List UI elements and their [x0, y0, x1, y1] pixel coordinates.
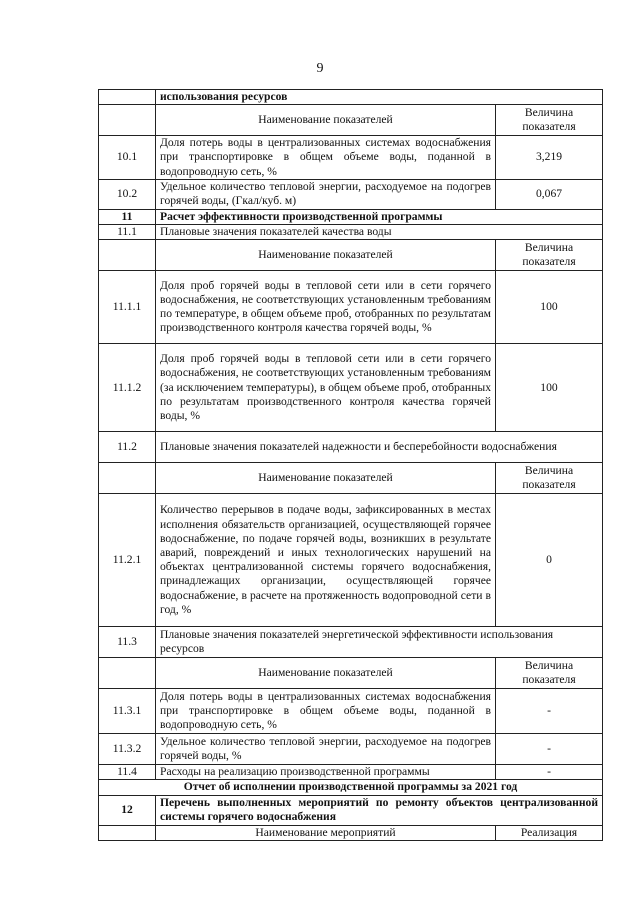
report-title-row [99, 780, 603, 795]
section-text: использования ресурсов [156, 90, 603, 105]
table-row [99, 765, 603, 780]
subsection-title: Плановые значения показателей надежности и бесперебойности водоснабжения [156, 432, 603, 463]
indicator-name: Расходы на реализацию производственной программы [156, 765, 496, 780]
report-title: Отчет об исполнении производственной программы за 2021 год [99, 780, 603, 795]
section-row [99, 795, 603, 825]
indicator-name: Доля проб горячей воды в тепловой сети или в сети горячего водоснабжения, не соответствующих установленным требованиям по температуре, в общем объеме проб, отобранных по результатам производственного контроля качества горячей воды, % [156, 271, 496, 344]
column-header-value: Величина показателя [496, 105, 603, 136]
indicator-name: Доля потерь воды в централизованных системах водоснабжения при транспортировке в общем объеме воды, поданной в водопроводную сеть, % [156, 689, 496, 734]
subsection-title: Плановые значения показателей энергетической эффективности использования ресурсов [156, 627, 603, 658]
table-row [99, 494, 603, 627]
indicator-name: Удельное количество тепловой энергии, расходуемое на подогрев горячей воды, (Гкал/куб. м) [156, 179, 496, 209]
header-row [99, 240, 603, 271]
row-number: 11.1.2 [99, 344, 156, 432]
column-header-name: Наименование показателей [156, 105, 496, 136]
indicator-name: Количество перерывов в подаче воды, зафиксированных в местах исполнения обязательств организацией, осуществляющей горячее водоснабжение, по подаче горячей воды, возникших в результате аварий, повреждений и иных технологических нарушений на объектах централизованной системы горячего водоснабжения, принадлежащих организации, осуществляющей горячее водоснабжение, в расчете на протяженность водопроводной сети в год, % [156, 494, 496, 627]
page-number: 9 [316, 61, 324, 76]
column-header-name: Наименование показателей [156, 463, 496, 494]
row-number: 11.4 [99, 765, 156, 780]
header-row [99, 105, 603, 136]
indicator-value: - [496, 689, 603, 734]
row-number: 11 [99, 209, 156, 224]
indicators-table [98, 89, 603, 841]
header-row [99, 825, 603, 840]
row-number-cell [99, 90, 156, 105]
row-number: 12 [99, 795, 156, 825]
table-row [99, 344, 603, 432]
indicator-name: Удельное количество тепловой энергии, расходуемое на подогрев горячей воды, % [156, 734, 496, 765]
row-number: 10.2 [99, 179, 156, 209]
column-header-name: Наименование мероприятий [156, 825, 496, 840]
table-row [99, 179, 603, 209]
indicator-value: - [496, 734, 603, 765]
row-number: 11.2.1 [99, 494, 156, 627]
column-header-value: Величина показателя [496, 463, 603, 494]
column-header-value: Реализация [496, 825, 603, 840]
section-title: Расчет эффективности производственной программы [156, 209, 603, 224]
column-header-name: Наименование показателей [156, 240, 496, 271]
table-row [99, 225, 603, 240]
indicator-name: Доля проб горячей воды в тепловой сети или в сети горячего водоснабжения, не соответствующих установленным требованиям (за исключением температуры), в общем объеме проб, отобранных по результатам производственного контроля качества горячей воды, % [156, 344, 496, 432]
row-number: 11.2 [99, 432, 156, 463]
table-row [99, 432, 603, 463]
table-row [99, 734, 603, 765]
row-number: 11.3.2 [99, 734, 156, 765]
table-row [99, 271, 603, 344]
row-number: 10.1 [99, 136, 156, 180]
indicator-value: 3,219 [496, 136, 603, 180]
table-row [99, 627, 603, 658]
indicator-value: 0 [496, 494, 603, 627]
table-row [99, 136, 603, 180]
section-title: Перечень выполненных мероприятий по ремонту объектов централизованной системы горячего водоснабжения [156, 795, 603, 825]
row-number: 11.3 [99, 627, 156, 658]
indicator-value: 0,067 [496, 179, 603, 209]
header-row [99, 658, 603, 689]
header-row [99, 463, 603, 494]
section-row [99, 209, 603, 224]
column-header-name: Наименование показателей [156, 658, 496, 689]
table-row [99, 689, 603, 734]
indicator-value: 100 [496, 344, 603, 432]
indicator-name: Доля потерь воды в централизованных системах водоснабжения при транспортировке в общем объеме воды, поданной в водопроводную сеть, % [156, 136, 496, 180]
indicator-value: - [496, 765, 603, 780]
column-header-value: Величина показателя [496, 658, 603, 689]
table-row [99, 90, 603, 105]
row-number: 11.1.1 [99, 271, 156, 344]
indicator-value: 100 [496, 271, 603, 344]
row-number: 11.1 [99, 225, 156, 240]
column-header-value: Величина показателя [496, 240, 603, 271]
subsection-title: Плановые значения показателей качества воды [156, 225, 603, 240]
row-number: 11.3.1 [99, 689, 156, 734]
